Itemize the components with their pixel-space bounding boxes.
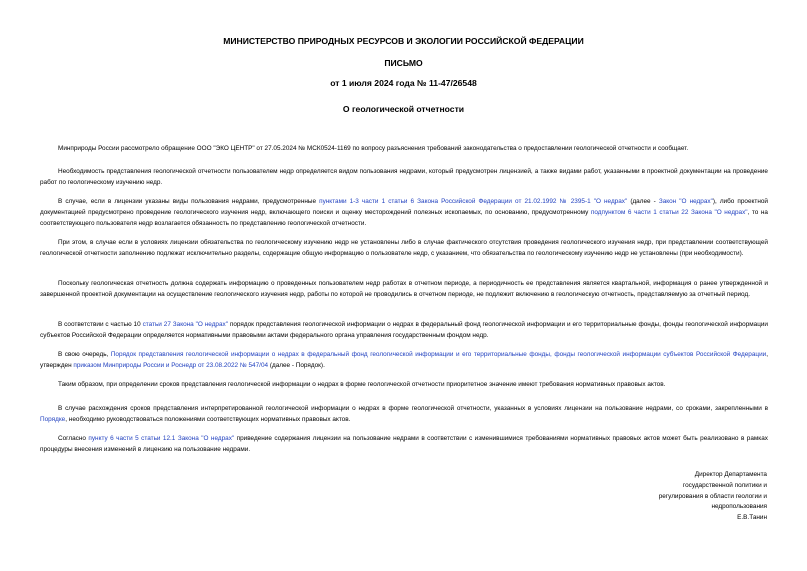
paragraph-5 — [40, 278, 768, 300]
paragraph-text: Таким образом, при определении сроков представления геологической информации о недрах в форме геологической отчетности приоритетное значение имеют требования нормативных правовых актов. — [58, 381, 666, 388]
paragraph-10 — [40, 433, 768, 455]
signatory-name: Е.В.Танин — [737, 514, 767, 522]
ministry-title: МИНИСТЕРСТВО ПРИРОДНЫХ РЕСУРСОВ И ЭКОЛОГИИ РОССИЙСКОЙ ФЕДЕРАЦИИ — [223, 36, 584, 46]
paragraph-6 — [40, 319, 768, 341]
paragraph-text: (далее - Порядок). — [268, 362, 325, 370]
signature-line: государственной политики и — [682, 481, 767, 489]
paragraph-text: (далее - — [627, 198, 659, 205]
paragraph-text: Минприроды России рассмотрело обращение ООО "ЭКО ЦЕНТР" от 27.05.2024 № МСК0524-1169 по вопросу разъяснения требований законодательства о предоставлении геологической отчетности и сообщает. — [58, 145, 689, 152]
paragraph-2 — [40, 166, 768, 188]
paragraph-text: Необходимость представления геологической отчетности пользователем недр определяется видом пользования недрами, который предусмотрен лицензией, а также видами работ, указанными в проектной документации на проведение работ по геологическому изучению недр. — [40, 168, 768, 187]
link-procedure[interactable]: Порядок представления геологической информации о недрах в федеральный фонд геологической информации и его территориальные фонды, фонды геологической информации субъектов Российской Федерации — [110, 351, 767, 358]
signature-block — [659, 470, 767, 524]
paragraph-text: В случае расхождения сроков представления интерпретированной геологической информации о недрах в форме геологической отчетности, указанных в условиях лицензии на пользование недрами, со сроками, закрепленными в — [58, 405, 768, 412]
paragraph-text: В соответствии с частью 10 — [58, 321, 143, 328]
link-law-article-6[interactable]: пунктами 1-3 части 1 статьи 6 Закона Российской Федерации от 21.02.1992 № 2395-1 "О недрах" — [319, 198, 628, 205]
paragraph-text: При этом, в случае если в условиях лицензии обязательства по геологическому изучению недр не установлены либо в случае фактического отсутствия проведения геологического изучения недр, при представлении соответствующей геологической отчетности заполнению подлежат исключительно разделы, содержащие общую информацию о пользователе недр, с указанием, что обязательства по геологическому изучению недр не установлены (при необходимости). — [40, 239, 768, 258]
paragraph-4 — [40, 237, 768, 259]
paragraph-text: В случае, если в лицензии указаны виды пользования недрами, предусмотренные — [58, 198, 320, 205]
paragraph-text: , то на соответствующего пользователя недр возлагается обязанность по представлению геологической отчетности. — [40, 209, 768, 228]
paragraph-text: порядок представления геологической информации о недрах в федеральный фонд геологической информации и его территориальные фонды, фонды геологической информации субъектов Российской Федерации определяется нормативными правовыми актами федерального органа управления государственным фондом недр. — [40, 321, 768, 340]
link-law-article-22[interactable]: подпунктом 6 части 1 статьи 22 Закона "О недрах" — [590, 209, 748, 217]
paragraph-text: В свою очередь, — [58, 351, 111, 358]
paragraph-7 — [40, 349, 768, 371]
paragraph-text: Поскольку геологическая отчетность должна содержать информацию о проведенных пользователем недр работах в отчетном периоде, а периодичность ее представления является квартальной, информация о ранее утвержденной и завершенной проектной документации на осуществление геологического изучения недр, работы по которой не проводились в отчетном периоде, не подлежит включению в геологическую отчетность, представляемую за отчетный период. — [40, 280, 768, 299]
paragraph-text: , утвержден — [40, 351, 768, 370]
document-type: ПИСЬМО — [384, 58, 423, 68]
paragraph-9 — [40, 403, 768, 425]
document-subject: О геологической отчетности — [342, 104, 465, 114]
paragraph-1 — [40, 143, 768, 154]
paragraph-8 — [40, 379, 768, 390]
paragraph-3 — [40, 196, 768, 230]
link-procedure-short[interactable]: Порядке — [40, 416, 66, 424]
link-law-article-12-1[interactable]: пункту 6 части 5 статьи 12.1 Закона "О недрах" — [88, 435, 235, 442]
signature-line: недропользования — [711, 503, 767, 511]
paragraph-text: , необходимо руководствоваться положениями соответствующих нормативных правовых актов. — [65, 416, 351, 424]
link-law-article-27[interactable]: статьи 27 Закона "О недрах" — [142, 321, 229, 328]
paragraph-text: приведение содержания лицензии на пользование недрами в соответствии с изменившимися требованиями нормативных правовых актов может быть реализовано в рамках процедуры внесения изменений в лицензию на пользование недрами. — [40, 435, 768, 454]
link-law-on-subsoil[interactable]: Закон "О недрах" — [658, 198, 713, 205]
paragraph-text: Согласно — [58, 435, 89, 442]
signature-line: регулирования в области геологии и — [658, 492, 767, 500]
signature-line: Директор Департамента — [694, 471, 767, 478]
link-order-547[interactable]: приказом Минприроды России и Роснедр от 23.08.2022 № 547/04 — [73, 362, 269, 370]
document-date-number: от 1 июля 2024 года № 11-47/26548 — [330, 78, 477, 88]
paragraph-text: ), либо проектной документацией предусмотрено проведение геологического изучения недр, включающего поиски и оценку месторождений полезных ископаемых, по основанию, предусмотренному — [40, 198, 768, 217]
